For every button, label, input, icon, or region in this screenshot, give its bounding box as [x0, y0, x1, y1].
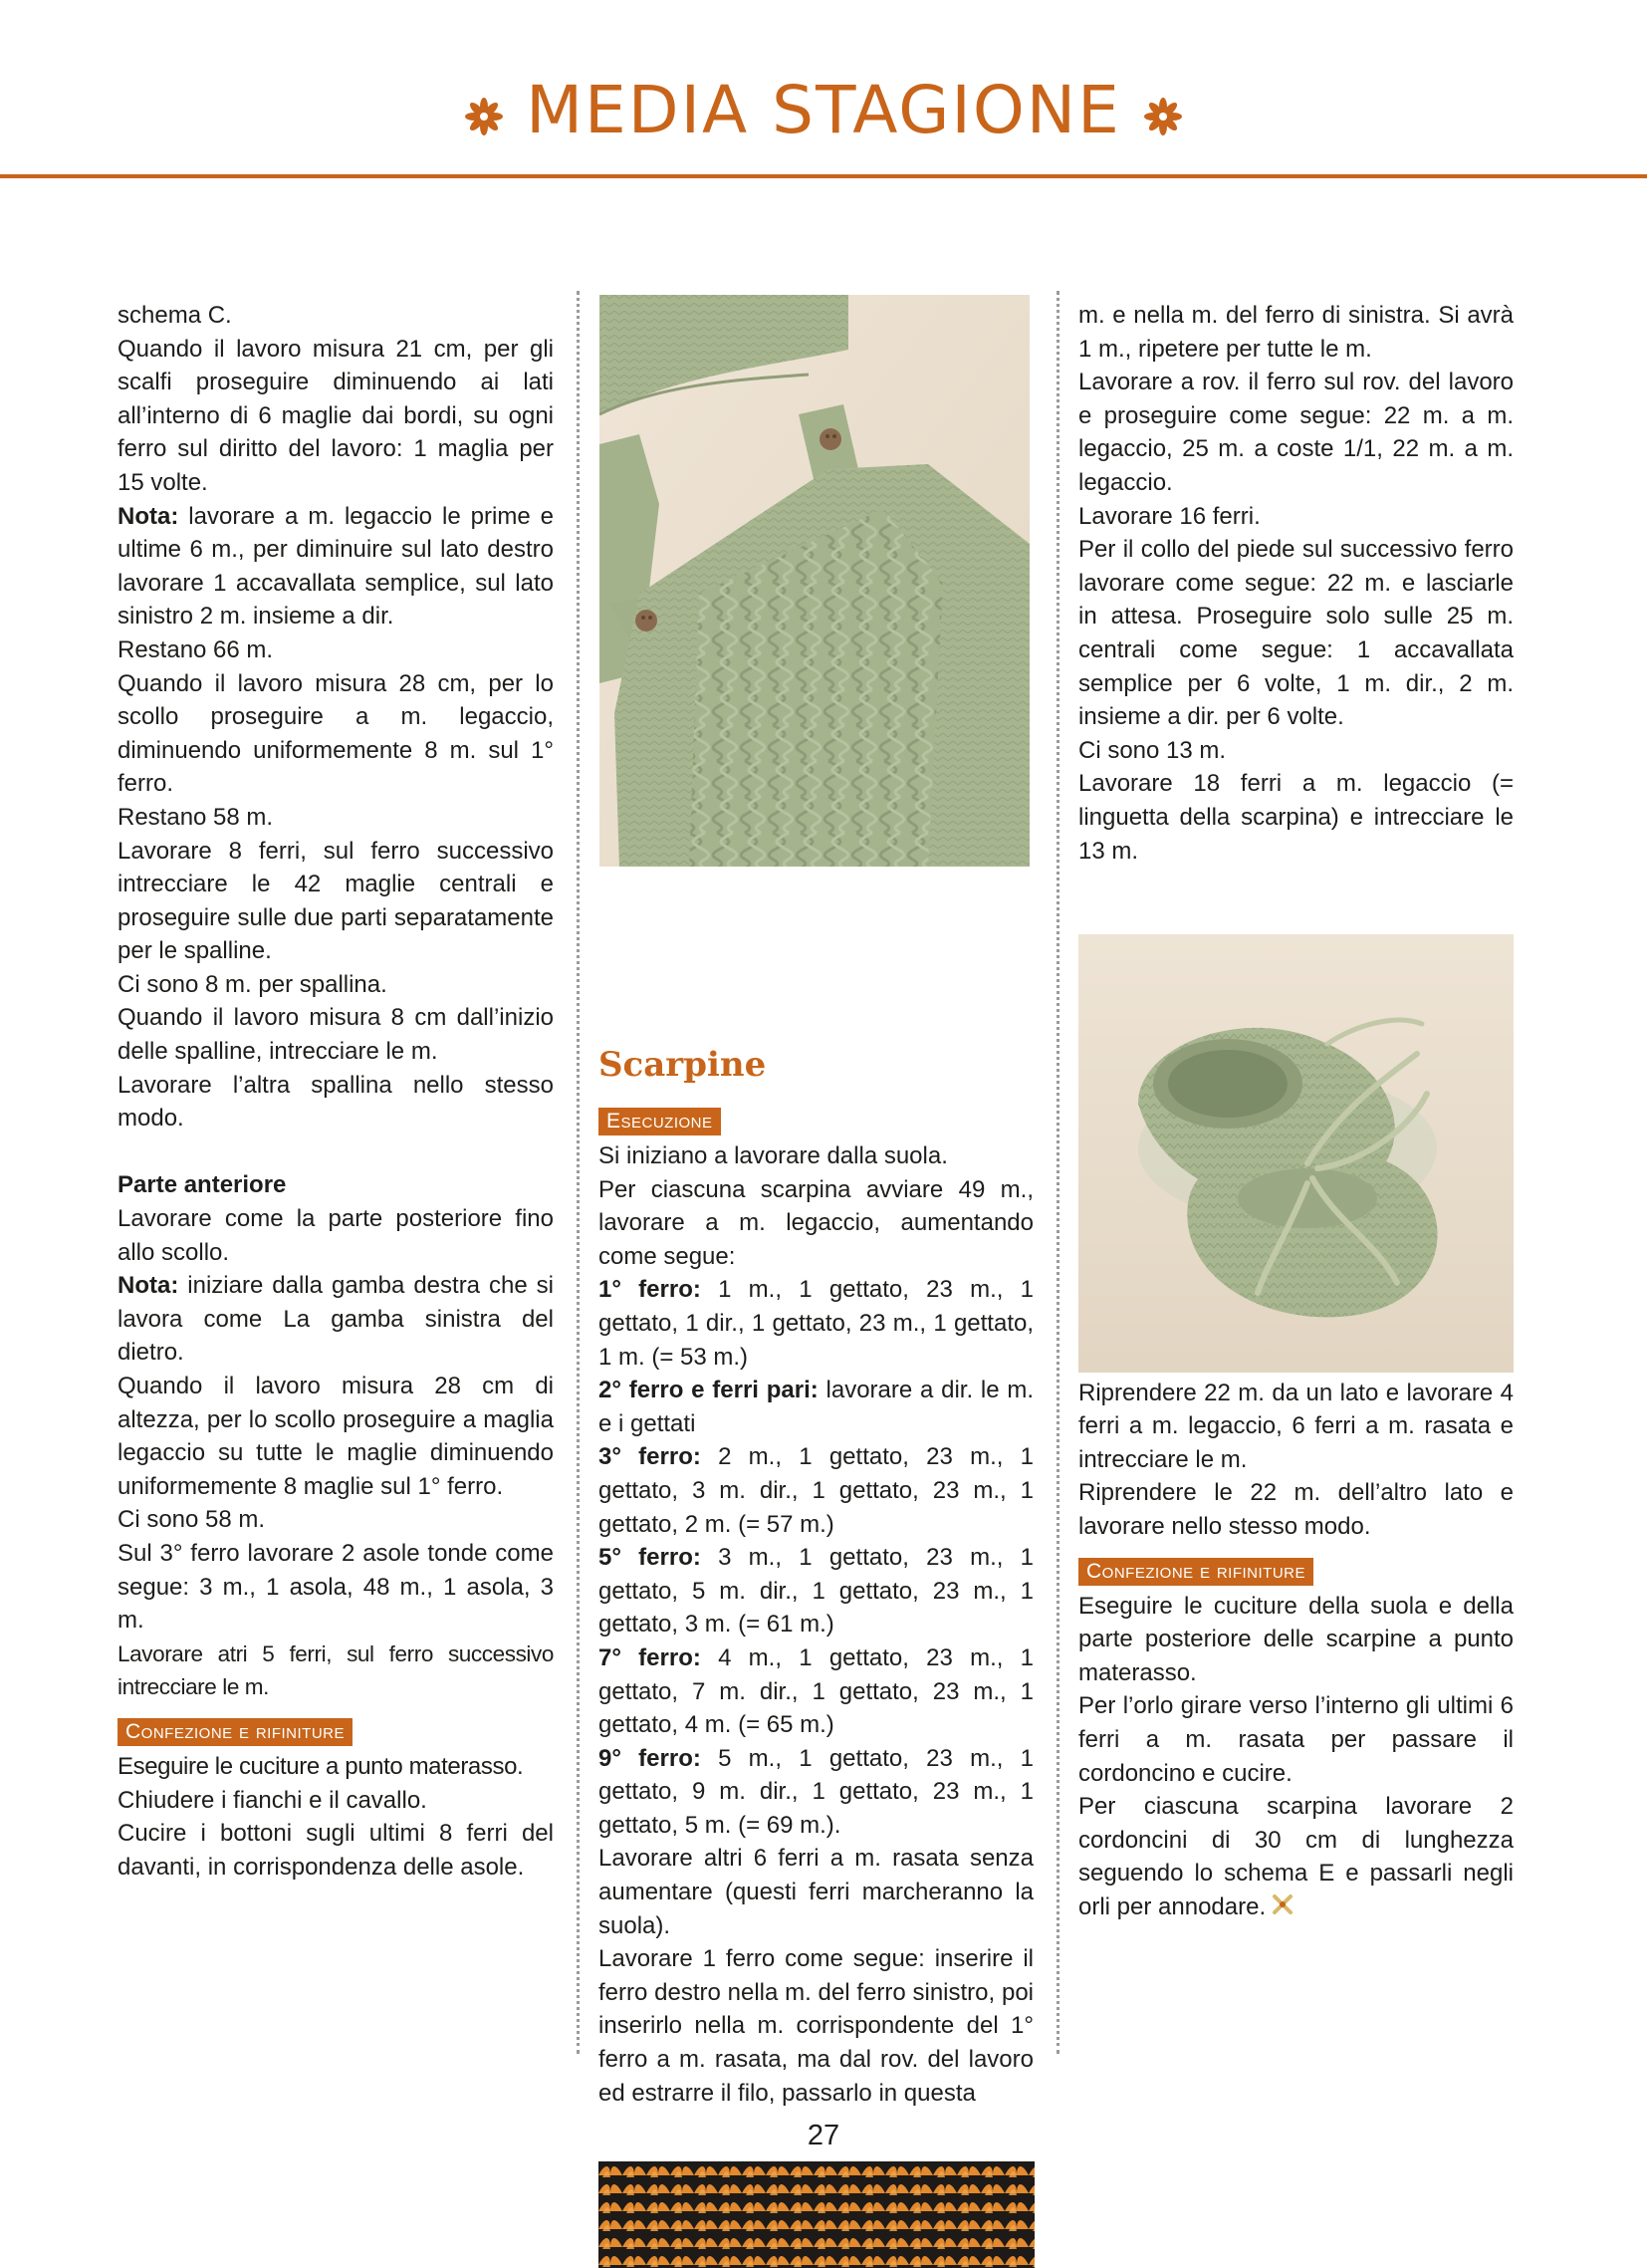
section-tag: [1078, 1558, 1313, 1586]
section-tag-label: Confezione e rifiniture: [125, 1719, 346, 1743]
paragraph: Per l’orlo girare verso l’interno gli ultimi 6 ferri a m. rasata per passare il cordoncino e cucire.: [1078, 1692, 1514, 1787]
paragraph: Restano 58 m.: [118, 803, 274, 831]
paragraph: Lavorare 16 ferri.: [1078, 502, 1261, 530]
section-tag-label: Confezione e rifiniture: [1086, 1559, 1306, 1583]
paragraph: Per ciascuna scarpina lavorare 2 cordoncini di 30 cm di lunghezza seguendo lo schema E e passarli negli orli per annodare.: [1078, 1790, 1514, 1924]
section-tag: [118, 1718, 353, 1746]
column-left: [118, 299, 554, 1884]
row-label: 2° ferro e ferri pari:: [598, 1377, 819, 1404]
paragraph: Quando il lavoro misura 8 cm dall’inizio delle spalline, intrecciare le m.: [118, 1004, 554, 1066]
row-label: 9° ferro:: [598, 1744, 701, 1772]
section-title: Scarpine: [598, 1045, 767, 1085]
paragraph: Quando il lavoro misura 28 cm, per lo scollo proseguire a m. legaccio, diminuendo uniformemente 8 m. sul 1° ferro.: [118, 669, 554, 798]
paragraph: Per il collo del piede sul successivo ferro lavorare come segue: 22 m. e lasciarle in attesa. Proseguire solo sulle 25 m. centrali come segue: 1 accavallata semplice per 6 volte, 1 m. dir., 2 m. insieme a dir. per 6 volte.: [1078, 536, 1514, 731]
paragraph: Lavorare 1 ferro come segue: inserire il ferro destro nella m. del ferro sinistro, poi inserirlo nella m. corrispondente del 1° ferro a m. rasata, ma dal rov. del lavoro ed estrarre il filo, passarlo in questa: [598, 1945, 1034, 2107]
paragraph: Ci sono 58 m.: [118, 1506, 266, 1534]
section-tag-label: Esecuzione: [606, 1110, 713, 1133]
page-number: 27: [807, 2120, 840, 2151]
header-rule: [0, 174, 1647, 178]
paragraph: Lavorare a rov. il ferro sul rov. del lavoro e proseguire come segue: 22 m. a m. legaccio, 25 m. a coste 1/1, 22 m. a m. legaccio.: [1078, 369, 1514, 496]
paragraph: 1° ferro: 1 m., 1 gettato, 23 m., 1 gettato, 1 dir., 1 gettato, 23 m., 1 gettato, 1 m. (= 53 m.): [598, 1276, 1034, 1371]
paragraph: Ci sono 8 m. per spallina.: [118, 970, 387, 998]
paragraph: Si iniziano a lavorare dalla suola.: [598, 1142, 948, 1169]
section-tag: [598, 1108, 721, 1135]
paragraph: Ci sono 13 m.: [1078, 736, 1227, 764]
yarn-end-icon: [1272, 1891, 1294, 1925]
page-header: [0, 0, 1647, 184]
paragraph: schema C.: [118, 302, 232, 329]
paragraph: Eseguire le cuciture a punto materasso.: [118, 1752, 524, 1780]
row-label: 3° ferro:: [598, 1443, 701, 1471]
column-divider: [1057, 291, 1059, 2054]
subsection-heading: Parte anteriore: [118, 1171, 287, 1199]
knit-texture-band: [598, 2161, 1035, 2268]
paragraph: Lavorare 8 ferri, sul ferro successivo intrecciare le 42 maglie centrali e proseguire sulle due parti separatamente per le spalline.: [118, 837, 554, 965]
paragraph: 3° ferro: 2 m., 1 gettato, 23 m., 1 gettato, 3 m. dir., 1 gettato, 23 m., 1 gettato, 2 m. (= 57 m.): [598, 1443, 1034, 1538]
paragraph: Lavorare altri 6 ferri a m. rasata senza aumentare (questi ferri marcheranno la suola).: [598, 1845, 1034, 1939]
paragraph: 5° ferro: 3 m., 1 gettato, 23 m., 1 gettato, 5 m. dir., 1 gettato, 23 m., 1 gettato, 3 m. (= 61 m.): [598, 1544, 1034, 1638]
paragraph: Nota: iniziare dalla gamba destra che si lavora come La gamba sinistra del dietro.: [118, 1272, 554, 1367]
flower-icon: [1143, 82, 1183, 147]
paragraph: Chiudere i fianchi e il cavallo.: [118, 1786, 427, 1814]
paragraph: 7° ferro: 4 m., 1 gettato, 23 m., 1 gettato, 7 m. dir., 1 gettato, 23 m., 1 gettato, 4 m. (= 65 m.): [598, 1643, 1034, 1739]
paragraph: Lavorare atri 5 ferri, sul ferro successivo intrecciare le m.: [118, 1640, 554, 1700]
paragraph: Lavorare come la parte posteriore fino allo scollo.: [118, 1205, 554, 1266]
paragraph: Eseguire le cuciture della suola e della parte posteriore delle scarpine a punto materasso.: [1078, 1592, 1514, 1686]
knitted-romper-photo: [599, 295, 1030, 867]
note-label: Nota:: [118, 1272, 179, 1300]
paragraph: Sul 3° ferro lavorare 2 asole tonde come segue: 3 m., 1 asola, 48 m., 1 asola, 3 m.: [118, 1539, 554, 1635]
knitted-booties-photo: [1078, 934, 1514, 1373]
row-label: 7° ferro:: [598, 1643, 701, 1671]
paragraph: Restano 66 m.: [118, 635, 274, 663]
paragraph: Quando il lavoro misura 28 cm di altezza, per lo scollo proseguire a maglia legaccio su tutte le maglie diminuendo uniformemente 8 maglie sul 1° ferro.: [118, 1373, 554, 1500]
header-title-row: [0, 72, 1647, 148]
paragraph: Per ciascuna scarpina avviare 49 m., lavorare a m. legaccio, aumentando come segue:: [598, 1175, 1034, 1270]
spacer: [118, 1135, 554, 1169]
column-divider: [577, 291, 580, 2054]
paragraph: 9° ferro: 5 m., 1 gettato, 23 m., 1 gettato, 9 m. dir., 1 gettato, 23 m., 1 gettato, 5 m. (= 69 m.).: [598, 1744, 1034, 1839]
paragraph: Lavorare 18 ferri a m. legaccio (= linguetta della scarpina) e intrecciare le 13 m.: [1078, 770, 1514, 865]
row-label: 5° ferro:: [598, 1544, 701, 1572]
page-title: MEDIA STAGIONE: [526, 72, 1121, 148]
row-label: 1° ferro:: [598, 1276, 701, 1304]
note-label: Nota:: [118, 502, 179, 530]
paragraph: Riprendere le 22 m. dell’altro lato e lavorare nello stesso modo.: [1078, 1479, 1514, 1541]
paragraph: Riprendere 22 m. da un lato e lavorare 4 ferri a m. legaccio, 6 ferri a m. rasata e intrecciare le m.: [1078, 1379, 1514, 1473]
paragraph: Quando il lavoro misura 21 cm, per gli scalfi proseguire diminuendo ai lati all’interno di 6 maglie dai bordi, su ogni ferro sul diritto del lavoro: 1 maglia per 15 volte.: [118, 335, 554, 496]
column-middle: [598, 1044, 1034, 2110]
flower-icon: [464, 82, 504, 147]
paragraph: Cucire i bottoni sugli ultimi 8 ferri del davanti, in corrispondenza delle asole.: [118, 1820, 554, 1881]
paragraph: Lavorare l’altra spallina nello stesso modo.: [118, 1071, 554, 1133]
paragraph: Nota: lavorare a m. legaccio le prime e ultime 6 m., per diminuire sul lato destro lavorare 1 accavallata semplice, sul lato sinistro 2 m. insieme a dir.: [118, 502, 554, 630]
paragraph: m. e nella m. del ferro di sinistra. Si avrà 1 m., ripetere per tutte le m.: [1078, 302, 1514, 363]
paragraph: 2° ferro e ferri pari: lavorare a dir. le m. e i gettati: [598, 1377, 1035, 1437]
